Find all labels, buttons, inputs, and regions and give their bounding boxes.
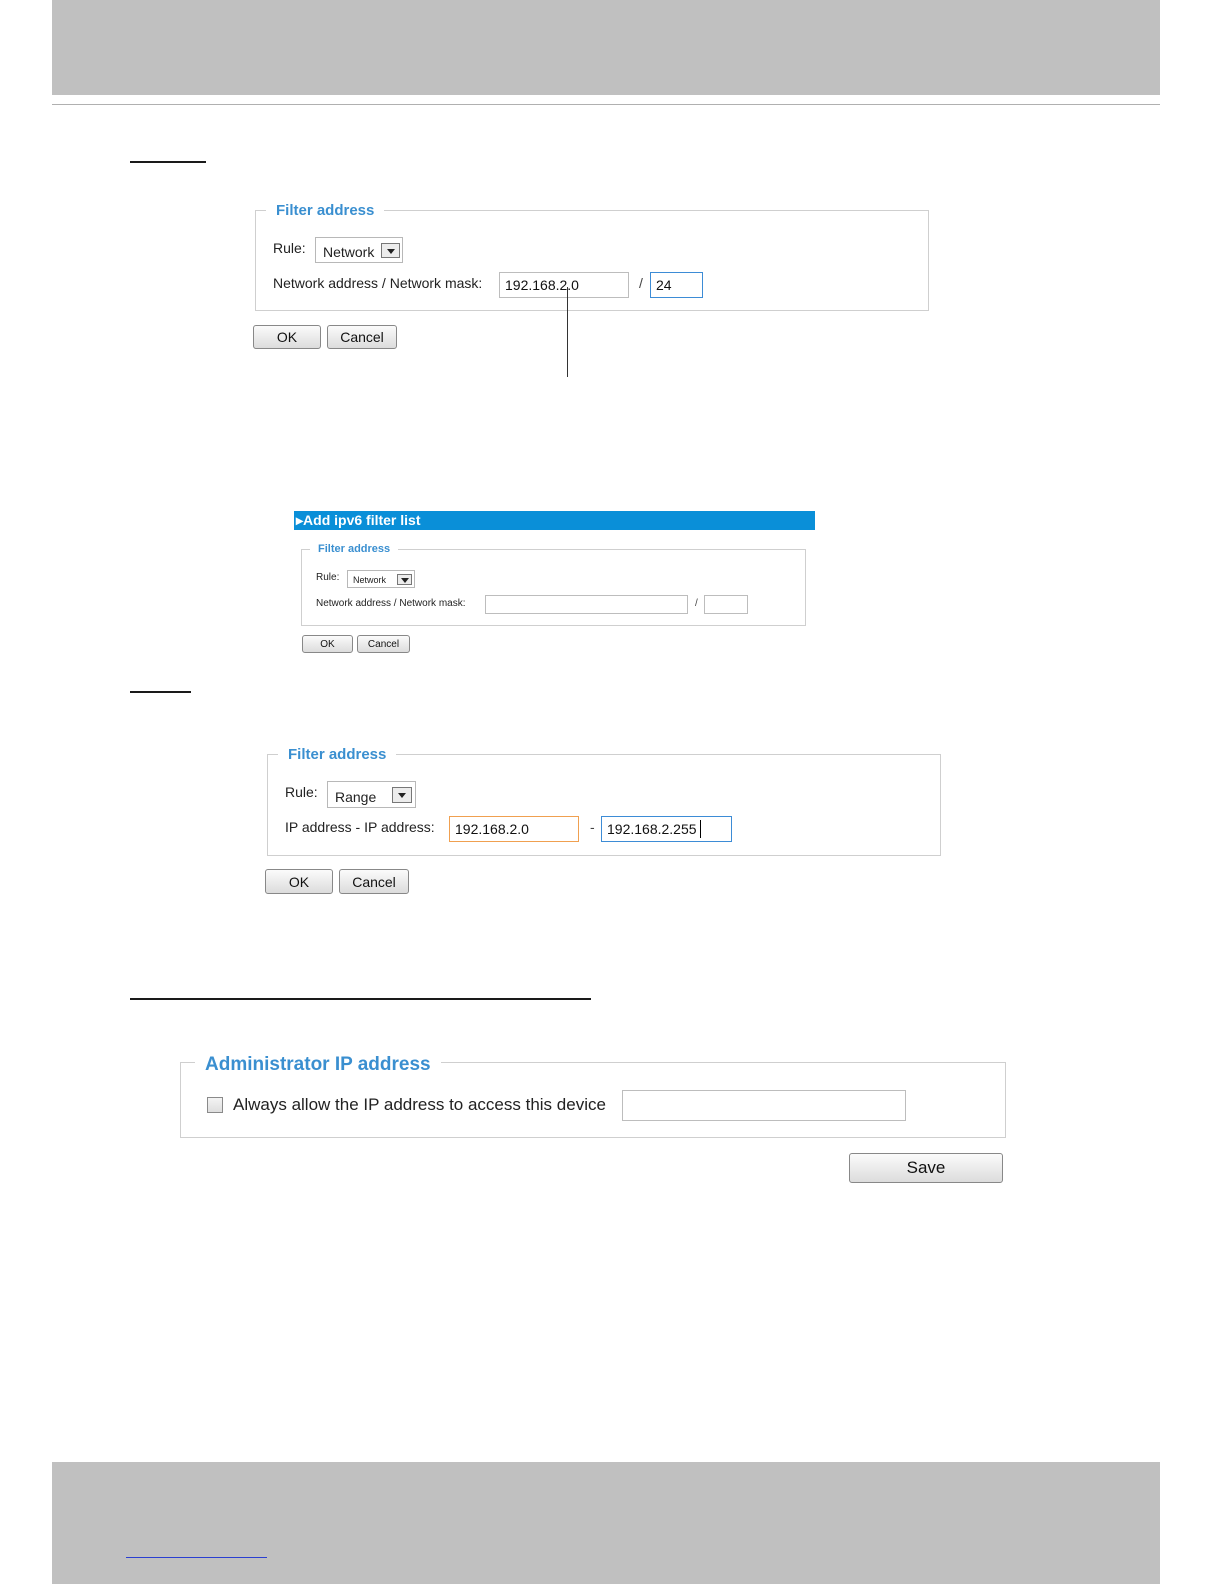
range-rule-label: Rule: <box>285 784 318 800</box>
range-separator: - <box>590 819 595 835</box>
ipv6-panel-title: Add ipv6 filter list <box>303 512 421 528</box>
footer-band <box>52 1462 1160 1584</box>
rule-label: Rule: <box>273 240 306 256</box>
ipv6-mask-separator: / <box>695 598 698 609</box>
header-band <box>52 0 1160 95</box>
ipv6-filter-address-legend: Filter address <box>310 543 398 555</box>
network-address-input[interactable] <box>499 272 629 298</box>
range-ok-button[interactable]: OK <box>265 869 333 894</box>
network-address-label: Network address / Network mask: <box>273 275 483 291</box>
ipv6-rule-select-value: Network <box>353 575 387 585</box>
ip-range-label: IP address - IP address: <box>285 819 435 835</box>
footer-link-underline <box>126 1557 267 1558</box>
range-cancel-button[interactable]: Cancel <box>339 869 409 894</box>
range-rule-select[interactable] <box>327 781 416 808</box>
start-ip-input[interactable] <box>449 816 579 842</box>
ipv6-ok-button[interactable]: OK <box>302 635 353 653</box>
ipv6-panel-header[interactable] <box>294 511 815 530</box>
section-underline-3 <box>130 998 591 1000</box>
ok-button[interactable]: OK <box>253 325 321 349</box>
triangle-right-icon: ▸ <box>296 512 304 528</box>
admin-ip-legend: Administrator IP address <box>195 1054 441 1076</box>
chevron-down-icon[interactable] <box>397 574 412 585</box>
ipv6-network-mask-input[interactable] <box>704 595 748 614</box>
text-cursor <box>700 820 701 838</box>
rule-select-value: Network <box>323 244 375 260</box>
ipv6-filter-panel <box>294 511 816 661</box>
chevron-down-icon[interactable] <box>392 787 412 803</box>
range-filter-address-legend: Filter address <box>278 746 396 763</box>
save-button[interactable]: Save <box>849 1153 1003 1183</box>
ipv6-rule-label: Rule: <box>316 572 340 583</box>
callout-line <box>567 287 568 377</box>
section-underline-1 <box>130 161 206 163</box>
cancel-button[interactable]: Cancel <box>327 325 397 349</box>
rule-select[interactable] <box>315 237 403 263</box>
always-allow-label: Always allow the IP address to access this device <box>233 1095 606 1114</box>
header-rule <box>52 104 1160 105</box>
ipv6-rule-select[interactable] <box>347 570 415 588</box>
network-mask-input[interactable] <box>650 272 703 298</box>
chevron-down-icon[interactable] <box>381 243 400 258</box>
ipv6-network-address-label: Network address / Network mask: <box>316 598 466 609</box>
range-rule-select-value: Range <box>335 789 377 805</box>
admin-ip-input[interactable] <box>622 1090 906 1121</box>
mask-separator: / <box>639 275 643 291</box>
section-underline-2 <box>130 691 191 693</box>
filter-address-legend: Filter address <box>266 202 384 219</box>
end-ip-input[interactable] <box>601 816 732 842</box>
ipv6-cancel-button[interactable]: Cancel <box>357 635 410 653</box>
ipv6-network-address-input[interactable] <box>485 595 688 614</box>
always-allow-checkbox[interactable] <box>207 1097 223 1113</box>
